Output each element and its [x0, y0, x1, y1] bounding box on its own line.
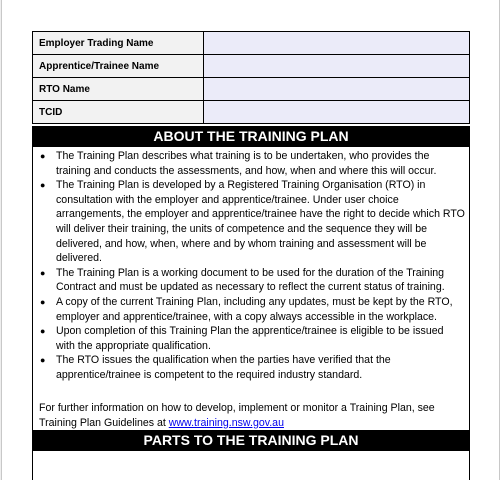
- form-row-apprentice: [33, 55, 470, 78]
- list-item: [33, 324, 469, 353]
- training-website-link[interactable]: www.training.nsw.gov.au: [168, 416, 284, 429]
- rto-name-cell: [204, 78, 470, 101]
- about-bullet-list: [33, 149, 469, 383]
- bullet-text: Upon completion of this Training Plan the apprentice/trainee is eligible to be issued with the appropriate qualification.: [56, 325, 444, 352]
- about-section-header: ABOUT THE TRAINING PLAN: [32, 126, 470, 147]
- bullet-text: The RTO issues the qualification when the parties have verified that the apprentice/trainee is competent to the required industry standard.: [56, 354, 391, 381]
- rto-name-label: RTO Name: [33, 78, 204, 101]
- bullet-icon: ●: [40, 355, 46, 366]
- bullet-icon: ●: [40, 151, 46, 161]
- bullet-icon: ●: [40, 326, 46, 337]
- details-form-table: [32, 31, 470, 124]
- further-info-paragraph: [39, 401, 467, 430]
- tcid-field[interactable]: [204, 101, 469, 123]
- apprentice-trainee-name-label: Apprentice/Trainee Name: [33, 55, 204, 78]
- rto-name-field[interactable]: [204, 78, 469, 100]
- list-item: [33, 149, 469, 178]
- tcid-cell: [204, 101, 470, 124]
- bullet-text: The Training Plan is a working document to be used for the duration of the Training Contract and must be updated as necessary to reflect the current status of training.: [56, 266, 445, 294]
- list-item: [33, 295, 469, 324]
- list-item: [33, 266, 469, 295]
- about-section-body: [32, 147, 470, 430]
- document-page: [1, 0, 500, 480]
- list-item: [33, 353, 469, 382]
- parts-section-header: PARTS TO THE TRAINING PLAN: [32, 430, 470, 451]
- further-info-text: For further information on how to develop, implement or monitor a Training Plan, see Training Plan Guidelines at: [39, 402, 435, 429]
- bullet-icon: ●: [40, 296, 46, 307]
- apprentice-trainee-name-cell: [204, 55, 470, 78]
- employer-trading-name-cell: [204, 32, 470, 55]
- employer-trading-name-label: Employer Trading Name: [33, 32, 204, 55]
- bullet-text: The Training Plan describes what training is to be undertaken, who provides the training and conducts the assessments, and how, when and where this will occur.: [56, 150, 437, 177]
- form-row-employer: [33, 32, 470, 55]
- parts-section-body: [32, 451, 470, 480]
- employer-trading-name-field[interactable]: [204, 32, 469, 54]
- bullet-text: A copy of the current Training Plan, including any updates, must be kept by the RTO, employer and apprentice/trainee, with a copy always accessible in the workplace.: [56, 295, 453, 323]
- bullet-icon: ●: [40, 267, 46, 278]
- apprentice-trainee-name-field[interactable]: [204, 55, 469, 77]
- form-row-rto: [33, 78, 470, 101]
- list-item: [33, 178, 469, 266]
- bullet-text: The Training Plan is developed by a Registered Training Organisation (RTO) in consultation with the employer and apprentice/trainee. Under user choice arrangements, the employer and apprentice/trainee have the right to decide which RTO will deliver their training, the units of competence and the sequence they will be delivered, and how, when, where and by whom training and assessment will be delivered.: [56, 179, 465, 265]
- bullet-icon: ●: [40, 180, 46, 191]
- tcid-label: TCID: [33, 101, 204, 124]
- form-row-tcid: [33, 101, 470, 124]
